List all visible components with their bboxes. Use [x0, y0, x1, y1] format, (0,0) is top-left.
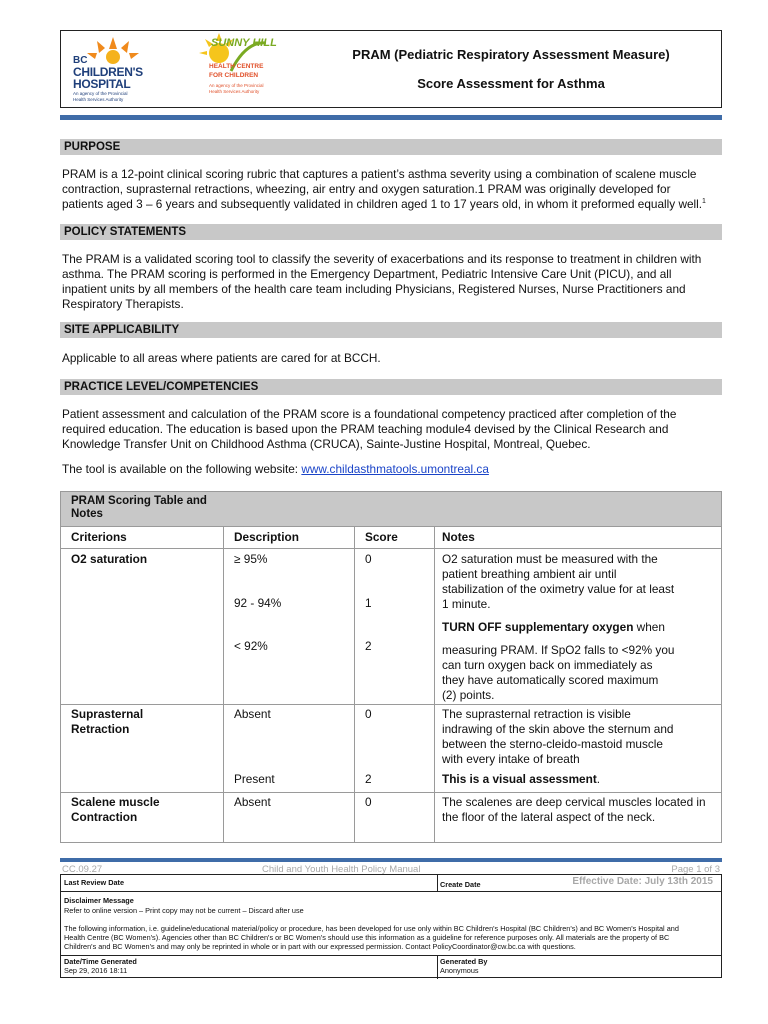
- criterion-line: Suprasternal: [71, 707, 144, 721]
- notes-emphasis: TURN OFF supplementary oxygen: [442, 620, 634, 634]
- score-o2-2: 1: [365, 596, 372, 610]
- document-header: [60, 30, 722, 108]
- notes-line: measuring PRAM. If SpO2 falls to <92% you: [442, 643, 675, 657]
- logo-right-tagline2: Health Services Authority: [209, 89, 260, 94]
- footnote-marker: 1: [702, 198, 706, 206]
- notes-line: the floor of the lateral aspect of the neck.: [442, 810, 656, 824]
- row-divider: [61, 526, 721, 527]
- header-divider: [60, 115, 722, 120]
- description-supra-2: Present: [234, 772, 275, 786]
- description-supra-1: Absent: [234, 707, 271, 721]
- notes-line: patient breathing ambient air until: [442, 567, 617, 581]
- logo-left-tagline1: An agency of the Provincial: [73, 91, 128, 96]
- purpose-line: PRAM is a 12-point clinical scoring rubric that captures a patient’s asthma severity using a combination of scalene muscle: [62, 167, 697, 181]
- purpose-text: [62, 167, 722, 212]
- score-supra-2: 2: [365, 772, 372, 786]
- row-divider: [61, 792, 721, 793]
- score-supra-1: 0: [365, 707, 372, 721]
- description-o2-1: ≥ 95%: [234, 552, 268, 566]
- notes-line: stabilization of the oximetry value for at least: [442, 582, 675, 596]
- purpose-heading: PURPOSE: [60, 139, 722, 155]
- practice-text: [62, 407, 722, 452]
- purpose-line: contraction, suprasternal retractions, wheezing, air entry and oxygen saturation.1 PRAM was originally developed for: [62, 182, 671, 196]
- logo-right-line2: FOR CHILDREN: [209, 72, 259, 79]
- notes-line: .: [596, 772, 601, 786]
- header-notes: Notes: [442, 530, 475, 544]
- disclaimer-line: Refer to online version – Print copy may not be current – Discard after use: [64, 906, 304, 915]
- policy-line: Respiratory Therapists.: [62, 297, 184, 311]
- hospital-logos: [61, 31, 301, 107]
- footer-row-divider: [61, 955, 721, 956]
- notes-line: with every intake of breath: [442, 752, 580, 766]
- logo-right-line1: HEALTH CENTRE: [209, 63, 264, 70]
- policy-heading: POLICY STATEMENTS: [60, 224, 722, 240]
- footer-row-divider: [61, 891, 721, 892]
- create-date-label: Create Date: [440, 880, 481, 889]
- generated-date-label: Date/Time Generated: [64, 957, 137, 966]
- notes-line: (2) points.: [442, 688, 495, 702]
- notes-line: The suprasternal retraction is visible: [442, 707, 631, 721]
- policy-text: [62, 252, 722, 312]
- document-title: PRAM (Pediatric Respiratory Assessment Measure): [352, 47, 670, 62]
- notes-line: 1 minute.: [442, 597, 491, 611]
- logo-left-line1: CHILDREN'S: [73, 65, 143, 79]
- document-subtitle: Score Assessment for Asthma: [417, 76, 605, 91]
- disclaimer-line: Children's and BC Women's and may only be reprinted in whole or in part with our expressed permission. Contact PolicyCoordinator@cw.bc.ca with questions.: [64, 942, 576, 951]
- practice-line: required education. The education is based upon the PRAM teaching module4 devised by the Clinical Research and: [62, 422, 669, 436]
- criterion-line: Contraction: [71, 810, 138, 824]
- notes-line: they have automatically scored maximum: [442, 673, 659, 687]
- disclaimer-line: The following information, i.e. guideline/educational material/policy or procedure, has been developed for use only within BC Children's Hospital (BC Children's) and BC Women's Hospital and: [64, 924, 679, 933]
- notes-scalene: [442, 795, 706, 825]
- practice-line: Patient assessment and calculation of the PRAM score is a foundational competency practiced after completion of the: [62, 407, 677, 421]
- notes-line: when: [633, 620, 665, 634]
- description-scalene-1: Absent: [234, 795, 271, 809]
- tool-website-link[interactable]: www.childasthmatools.umontreal.ca: [301, 462, 489, 476]
- notes-o2: [442, 552, 674, 703]
- description-o2-2: 92 - 94%: [234, 596, 282, 610]
- logo-left-line2: HOSPITAL: [73, 77, 131, 91]
- tool-text: The tool is available on the following website:: [62, 462, 302, 476]
- notes-emphasis: This is a visual assessment: [442, 772, 597, 786]
- practice-heading: PRACTICE LEVEL/COMPETENCIES: [60, 379, 722, 395]
- generated-by-label: Generated By: [440, 957, 488, 966]
- notes-line: The scalenes are deep cervical muscles located in: [442, 795, 706, 809]
- criterion-suprasternal-retraction: [71, 707, 143, 737]
- row-divider: [61, 704, 721, 705]
- criterion-line: Retraction: [71, 722, 130, 736]
- header-score: Score: [365, 530, 398, 544]
- site-text: [62, 351, 722, 366]
- notes-line: between the sterno-cleido-mastoid muscle: [442, 737, 663, 751]
- row-divider: [61, 548, 721, 549]
- purpose-line: patients aged 3 – 6 years and subsequently validated in children aged 1 to 17 years old, in whom it preformed equally well.: [62, 197, 703, 211]
- notes-supra: [442, 707, 674, 787]
- criterion-o2-saturation: O2 saturation: [71, 552, 148, 566]
- last-review-label: Last Review Date: [64, 878, 125, 887]
- criterion-line: Scalene muscle: [71, 795, 160, 809]
- header-description: Description: [234, 530, 299, 544]
- footer-col-divider: [437, 875, 438, 891]
- disclaimer-line: Health Centre (BC Women's). Agencies other than BC Children's or BC Women's should use this information as a guideline for reference purposes only. All materials are the property of BC: [64, 933, 670, 942]
- criterion-scalene-muscle-contraction: [71, 795, 160, 825]
- effective-date: Effective Date: July 13th 2015: [572, 876, 713, 887]
- table-title: [71, 495, 231, 521]
- generated-date-value: Sep 29, 2016 18:11: [64, 966, 128, 975]
- pram-scoring-table: [60, 491, 722, 843]
- table-title-line: PRAM Scoring Table and: [71, 495, 207, 507]
- footer-col-divider: [437, 955, 438, 979]
- tool-availability: [62, 462, 722, 477]
- logo-left-tagline2: Health Services Authority: [73, 97, 124, 102]
- footer-info-box: [60, 874, 722, 978]
- column-divider: [223, 526, 224, 842]
- page-number: Page 1 of 3: [671, 864, 720, 875]
- logo-right-name: SUNNY HILL: [211, 37, 277, 49]
- notes-line: indrawing of the skin above the sternum and: [442, 722, 674, 736]
- table-title-bar: [61, 492, 721, 526]
- column-divider: [434, 526, 435, 842]
- disclaimer-label: Disclaimer Message: [64, 896, 134, 905]
- table-title-line: Notes: [71, 508, 103, 520]
- policy-code: CC.09.27: [62, 864, 103, 875]
- policy-line: inpatient units by all members of the health care team including Physicians, Registered Nurses, Nurse Practitioners and: [62, 282, 686, 296]
- policy-line: asthma. The PRAM scoring is performed in the Emergency Department, Pediatric Intensive Care Unit (PICU), and all: [62, 267, 672, 281]
- notes-line: O2 saturation must be measured with the: [442, 552, 658, 566]
- header-criterions: Criterions: [71, 530, 127, 544]
- score-scalene-1: 0: [365, 795, 372, 809]
- policy-manual: Child and Youth Health Policy Manual: [262, 864, 421, 875]
- column-divider: [354, 526, 355, 842]
- logo-left-abbr: BC: [73, 55, 88, 66]
- generated-by-value: Anonymous: [440, 966, 479, 975]
- header-title-area: [301, 31, 721, 107]
- description-o2-3: < 92%: [234, 639, 268, 653]
- site-heading: SITE APPLICABILITY: [60, 322, 722, 338]
- footer-divider: [60, 858, 722, 862]
- practice-line: Knowledge Transfer Unit on Childhood Asthma (CRUCA), Sainte-Justine Hospital, Montreal, Quebec.: [62, 437, 591, 451]
- policy-line: The PRAM is a validated scoring tool to classify the severity of exacerbations and its response to treatment in children with: [62, 252, 702, 266]
- score-o2-3: 2: [365, 639, 372, 653]
- notes-line: can turn oxygen back on immediately as: [442, 658, 653, 672]
- logo-right-tagline1: An agency of the Provincial: [209, 83, 264, 88]
- score-o2-1: 0: [365, 552, 372, 566]
- site-line: Applicable to all areas where patients are cared for at BCCH.: [62, 351, 381, 365]
